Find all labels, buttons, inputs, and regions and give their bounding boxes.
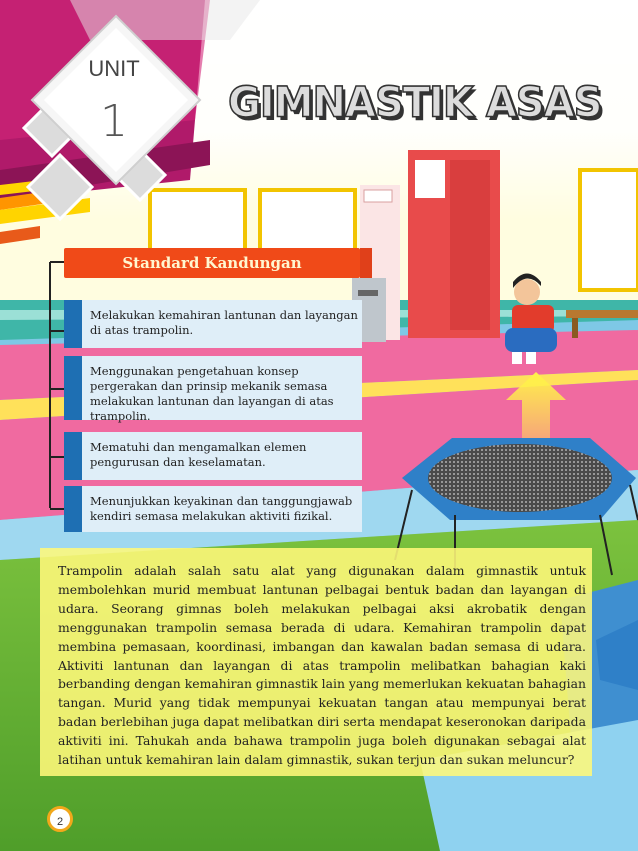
- standard-item: [64, 300, 362, 348]
- item-bar: [64, 356, 82, 420]
- intro-paragraph: Trampolin adalah salah satu alat yang digunakan dalam gimnastik untuk membolehkan murid membuat lantunan pelbagai bentuk badan dan layangan di udara. Seorang gimnas boleh melakukan pelbagai aksi akrobatik dengan menggunakan trampolin semasa berada di udara. Kemahiran trampolin dapat membina pemasaan, koordinasi, imbangan dan kawalan badan semasa di udara. Aktiviti lantunan dan layangan di atas trampolin melibatkan bahagian kaki berbanding dengan kemahiran gimnastik lain yang memerlukan kekuatan bahagian tangan. Murid yang tidak mempunyai kekuatan tangan atau mempunyai berat badan berlebihan juga dapat melibatkan diri serta mendapat keseronokan daripada aktiviti ini. Tahukah anda bahawa trampolin juga boleh digunakan sebagai alat latihan untuk kemahiran lain dalam gimnastik, sukan terjun dan sukan meluncur?: [58, 563, 586, 768]
- standard-item: [64, 432, 362, 480]
- standard-item: [64, 486, 362, 532]
- item-bar: [64, 300, 82, 348]
- standard-item-text: Menggunakan pengetahuan konsep pergerakan dan prinsip mekanik semasa melakukan lantunan dan layangan di atas trampolin.: [90, 364, 334, 423]
- page-title: GIMNASTIK ASAS: [228, 78, 602, 128]
- standard-item-text: Melakukan kemahiran lantunan dan layangan di atas trampolin.: [90, 308, 358, 337]
- unit-label: UNIT: [88, 56, 140, 81]
- page-number: 2: [47, 806, 73, 832]
- standard-item-text: Mematuhi dan mengamalkan elemen pengurusan dan keselamatan.: [90, 440, 307, 469]
- connector: [50, 330, 64, 332]
- connector: [50, 388, 64, 390]
- connector: [50, 508, 64, 510]
- standard-item-text: Menunjukkan keyakinan dan tanggungjawab kendiri semasa melakukan aktiviti fizikal.: [90, 494, 353, 523]
- connector: [50, 456, 64, 458]
- standard-banner-tab: [360, 248, 372, 278]
- item-bar: [64, 486, 82, 532]
- item-bar: [64, 432, 82, 480]
- standard-item: [64, 356, 362, 423]
- unit-number: 1: [100, 96, 128, 147]
- standard-banner: Standard Kandungan: [64, 248, 360, 278]
